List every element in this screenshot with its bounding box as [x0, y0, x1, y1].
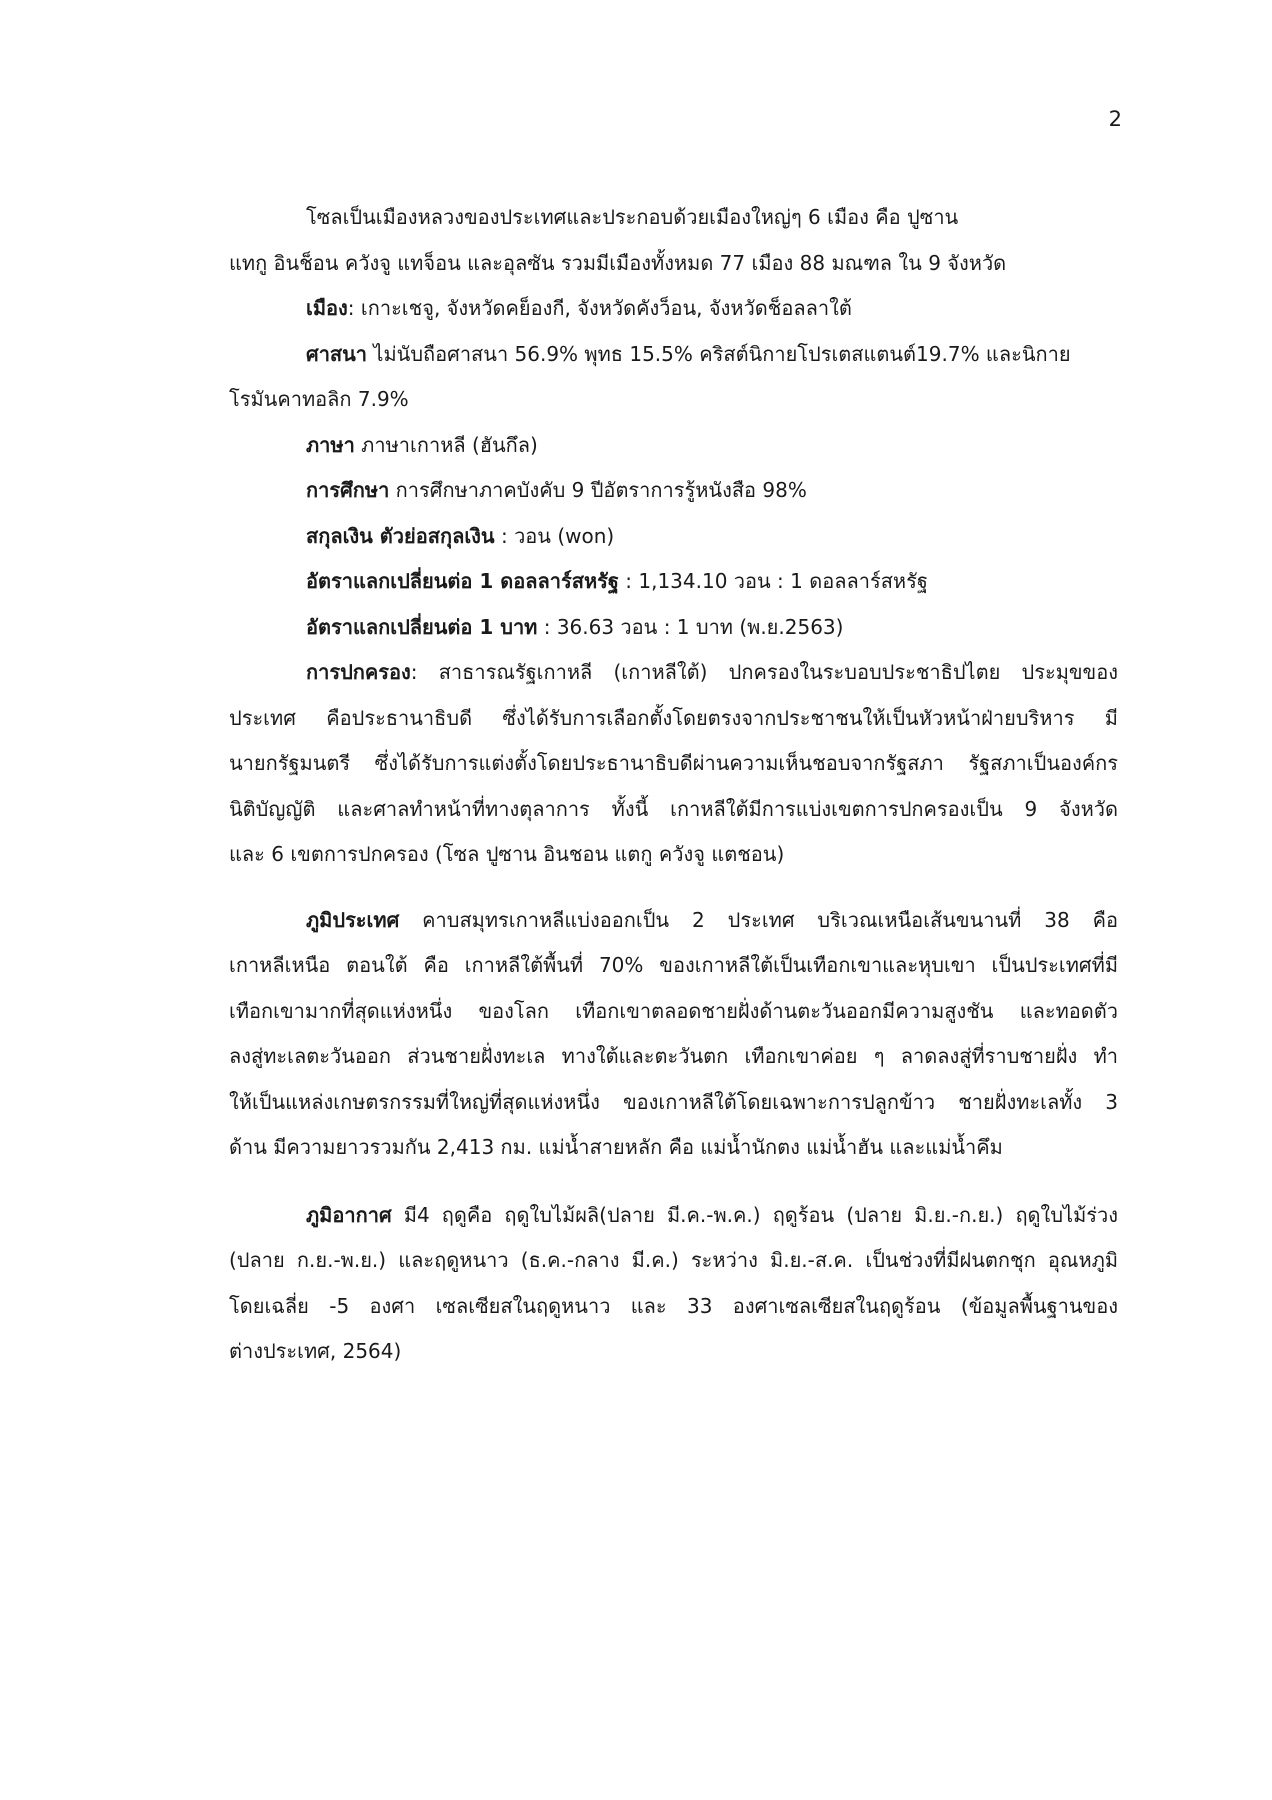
intro-line-1: โซลเป็นเมืองหลวงของประเทศและประกอบด้วยเมืองใหญ่ๆ 6 เมือง คือ ปูซาน — [306, 205, 959, 229]
geography-line-5: ให้เป็นแหล่งเกษตรกรรมที่ใหญ่ที่สุดแห่งหนึ่ง ของเกาหลีใต้โดยเฉพาะการปลูกข้าว ชายฝั่งทะเลทั้ง 3 — [229, 1089, 1118, 1114]
intro-line-2: แทกู อินช็อน ควังจู แทจ็อน และอุลซัน รวมมีเมืองทั้งหมด 77 เมือง 88 มณฑล ใน 9 จังหวัด — [229, 250, 1007, 275]
currency-label: สกุลเงิน ตัวย่อสกุลเงิน — [306, 523, 495, 548]
government-text-1: : สาธารณรัฐเกาหลี (เกาหลีใต้) ปกครองในระบอบประชาธิปไตย ประมุขของ — [410, 660, 1118, 684]
language-text: ภาษาเกาหลี (ฮันกึล) — [354, 432, 538, 457]
geography-line-1 — [229, 898, 1118, 944]
geography-line-2: เกาหลีเหนือ ตอนใต้ คือ เกาหลีใต้พื้นที่ 70% ของเกาหลีใต้เป็นเทือกเขาและหุบเขา เป็นประเทศที่มี — [229, 953, 1118, 977]
climate-line-4: ต่างประเทศ, 2564) — [229, 1339, 402, 1363]
document-body — [229, 195, 1118, 1375]
education-label: การศึกษา — [306, 478, 390, 502]
climate-label: ภูมิอากาศ — [306, 1202, 392, 1227]
city-label: เมือง — [306, 296, 348, 320]
city-text: : เกาะเชจู, จังหวัดคย็องกี, จังหวัดคังว็อน, จังหวัดช็อลลาใต้ — [347, 296, 852, 320]
page-number: 2 — [1108, 107, 1122, 131]
geography-line-4: ลงสู่ทะเลตะวันออก ส่วนชายฝั่งทะเล ทางใต้และตะวันตก เทือกเขาค่อย ๆ ลาดลงสู่ที่ราบชายฝั่ง ทำ — [229, 1044, 1118, 1068]
climate-line-1 — [229, 1193, 1118, 1239]
geography-line-3: เทือกเขามากที่สุดแห่งหนึ่ง ของโลก เทือกเขาตลอดชายฝั่งด้านตะวันออกมีความสูงชัน และทอดตัว — [229, 998, 1118, 1023]
climate-line-3: โดยเฉลี่ย -5 องศา เซลเซียสในฤดูหนาว และ 33 องศาเซลเซียสในฤดูร้อน (ข้อมูลพื้นฐานของ — [229, 1293, 1118, 1318]
religion-label: ศาสนา — [306, 341, 368, 366]
climate-text-1: มี4 ฤดูคือ ฤดูใบไม้ผลิ(ปลาย มี.ค.-พ.ค.) ฤดูร้อน (ปลาย มิ.ย.-ก.ย.) ฤดูใบไม้ร่วง — [391, 1202, 1118, 1227]
education-text: การศึกษาภาคบังคับ 9 ปีอัตราการรู้หนังสือ 98% — [389, 478, 807, 502]
exchange-usd-label: อัตราแลกเปลี่ยนต่อ 1 ดอลลาร์สหรัฐ — [306, 569, 619, 593]
government-line-4: นิติบัญญัติ และศาลทำหน้าที่ทางตุลาการ ทั้งนี้ เกาหลีใต้มีการแบ่งเขตการปกครองเป็น 9 จังหวัด — [229, 796, 1118, 821]
city-paragraph — [229, 286, 1118, 332]
government-line-2: ประเทศ คือประธานาธิบดี ซึ่งได้รับการเลือกตั้งโดยตรงจากประชาชนให้เป็นหัวหน้าฝ่ายบริหาร มี — [229, 705, 1118, 730]
government-label: การปกครอง — [306, 660, 411, 684]
education-paragraph — [229, 468, 1118, 514]
government-line-3: นายกรัฐมนตรี ซึ่งได้รับการแต่งตั้งโดยประธานาธิบดีผ่านความเห็นชอบจากรัฐสภา รัฐสภาเป็นองค์กร — [229, 751, 1118, 775]
exchange-thb-paragraph — [229, 605, 1118, 651]
climate-line-2: (ปลาย ก.ย.-พ.ย.) และฤดูหนาว (ธ.ค.-กลาง มี.ค.) ระหว่าง มิ.ย.-ส.ค. เป็นช่วงที่มีฝนตกชุก อุณหภูมิ — [229, 1248, 1118, 1272]
exchange-usd-paragraph — [229, 559, 1118, 605]
paragraph-spacer — [229, 878, 1118, 898]
government-line-1 — [229, 650, 1118, 696]
exchange-thb-text: : 36.63 วอน : 1 บาท (พ.ย.2563) — [537, 614, 844, 639]
paragraph-spacer — [229, 1171, 1118, 1193]
religion-text-1: ไม่นับถือศาสนา 56.9% พุทธ 15.5% คริสต์นิกายโปรเตสแตนต์19.7% และนิกาย — [367, 341, 1071, 366]
exchange-usd-text: : 1,134.10 วอน : 1 ดอลลาร์สหรัฐ — [618, 569, 928, 593]
language-paragraph — [229, 423, 1118, 469]
government-line-5: และ 6 เขตการปกครอง (โซล ปูซาน อินชอน แตกู ควังจู แตชอน) — [229, 842, 785, 866]
language-label: ภาษา — [306, 432, 355, 457]
geography-label: ภูมิประเทศ — [306, 907, 400, 932]
currency-paragraph — [229, 514, 1118, 560]
religion-line-1 — [229, 332, 1118, 378]
geography-text-1: คาบสมุทรเกาหลีแบ่งออกเป็น 2 ประเทศ บริเวณเหนือเส้นขนานที่ 38 คือ — [399, 907, 1118, 932]
religion-line-2: โรมันคาทอลิก 7.9% — [229, 387, 409, 411]
geography-line-6: ด้าน มีความยาวรวมกัน 2,413 กม. แม่น้ำสายหลัก คือ แม่น้ำนักตง แม่น้ำฮัน และแม่น้ำคึม — [229, 1135, 1003, 1159]
exchange-thb-label: อัตราแลกเปลี่ยนต่อ 1 บาท — [306, 614, 538, 639]
currency-text: : วอน (won) — [494, 523, 615, 548]
